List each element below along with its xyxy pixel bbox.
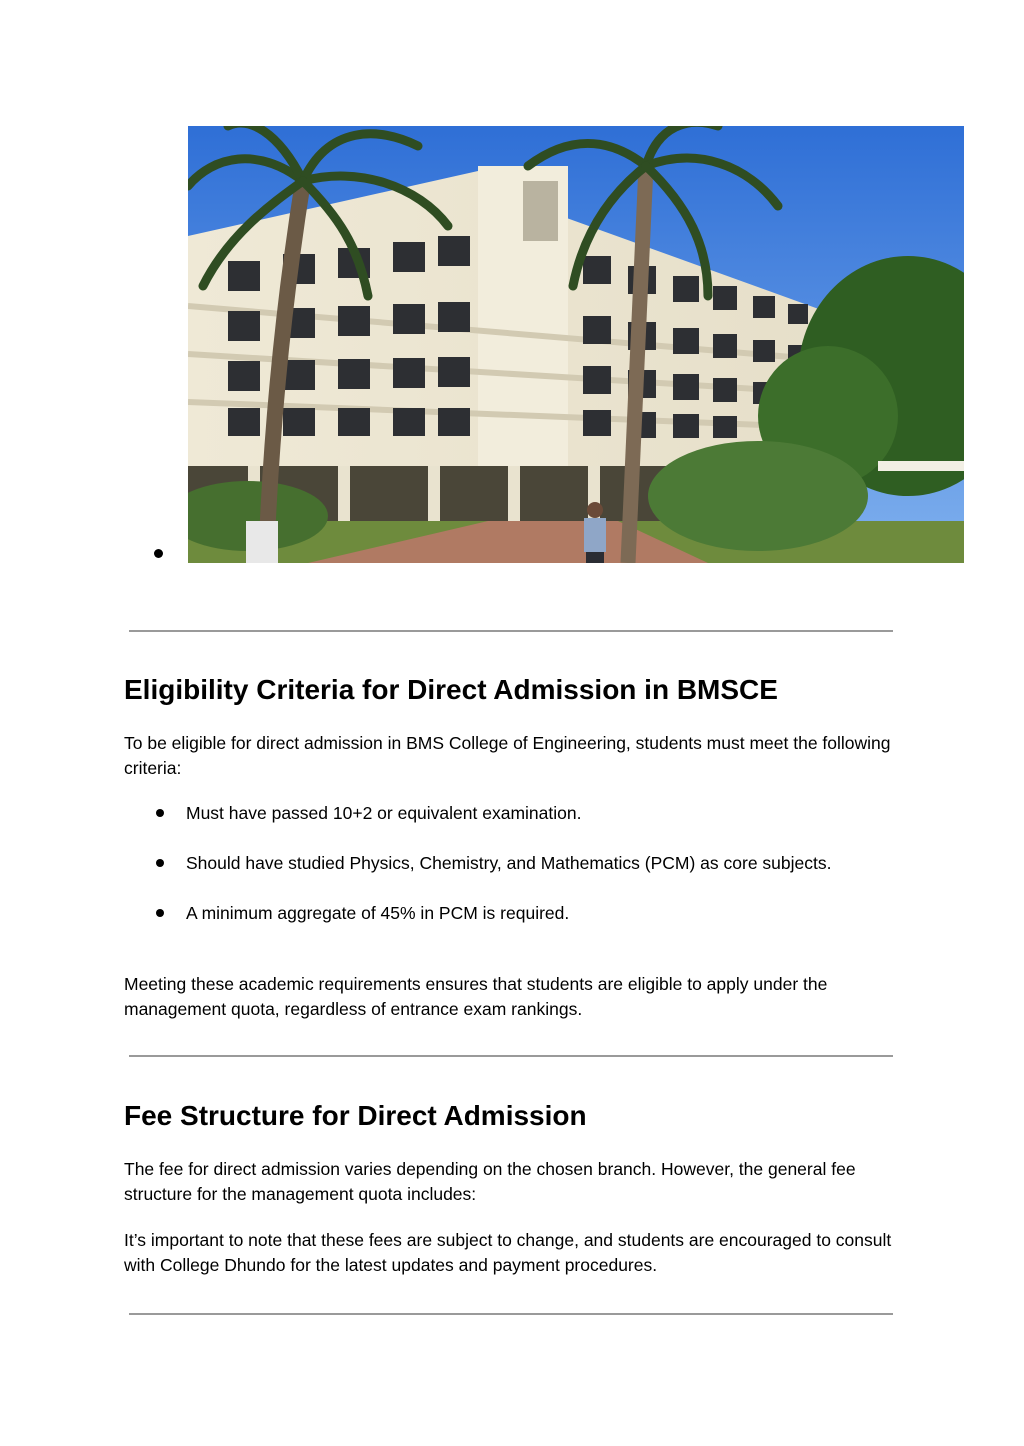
eligibility-intro: To be eligible for direct admission in BMS College of Engineering, students must meet the following criteria: xyxy=(124,733,891,778)
college-building-photo xyxy=(188,126,964,563)
criteria-item: A minimum aggregate of 45% in PCM is required. xyxy=(186,903,570,923)
fee-intro: The fee for direct admission varies depending on the chosen branch. However, the general fee structure for the management quota includes: xyxy=(124,1159,856,1204)
fee-note: It’s important to note that these fees are subject to change, and students are encouraged to consult with College Dhundo for the latest updates and payment procedures. xyxy=(124,1230,892,1275)
eligibility-closing: Meeting these academic requirements ensures that students are eligible to apply under the management quota, regardless of entrance exam rankings. xyxy=(124,974,828,1019)
criteria-bullet xyxy=(156,859,164,867)
section-divider xyxy=(129,1055,893,1057)
section-divider xyxy=(129,630,893,632)
criteria-bullet xyxy=(156,809,164,817)
eligibility-heading: Eligibility Criteria for Direct Admission in BMSCE xyxy=(124,674,778,705)
criteria-bullet xyxy=(156,909,164,917)
section-divider xyxy=(129,1313,893,1315)
criteria-item: Should have studied Physics, Chemistry, and Mathematics (PCM) as core subjects. xyxy=(186,853,832,873)
fee-heading: Fee Structure for Direct Admission xyxy=(124,1100,587,1131)
photo-list-bullet xyxy=(154,549,163,558)
criteria-item: Must have passed 10+2 or equivalent examination. xyxy=(186,803,582,823)
